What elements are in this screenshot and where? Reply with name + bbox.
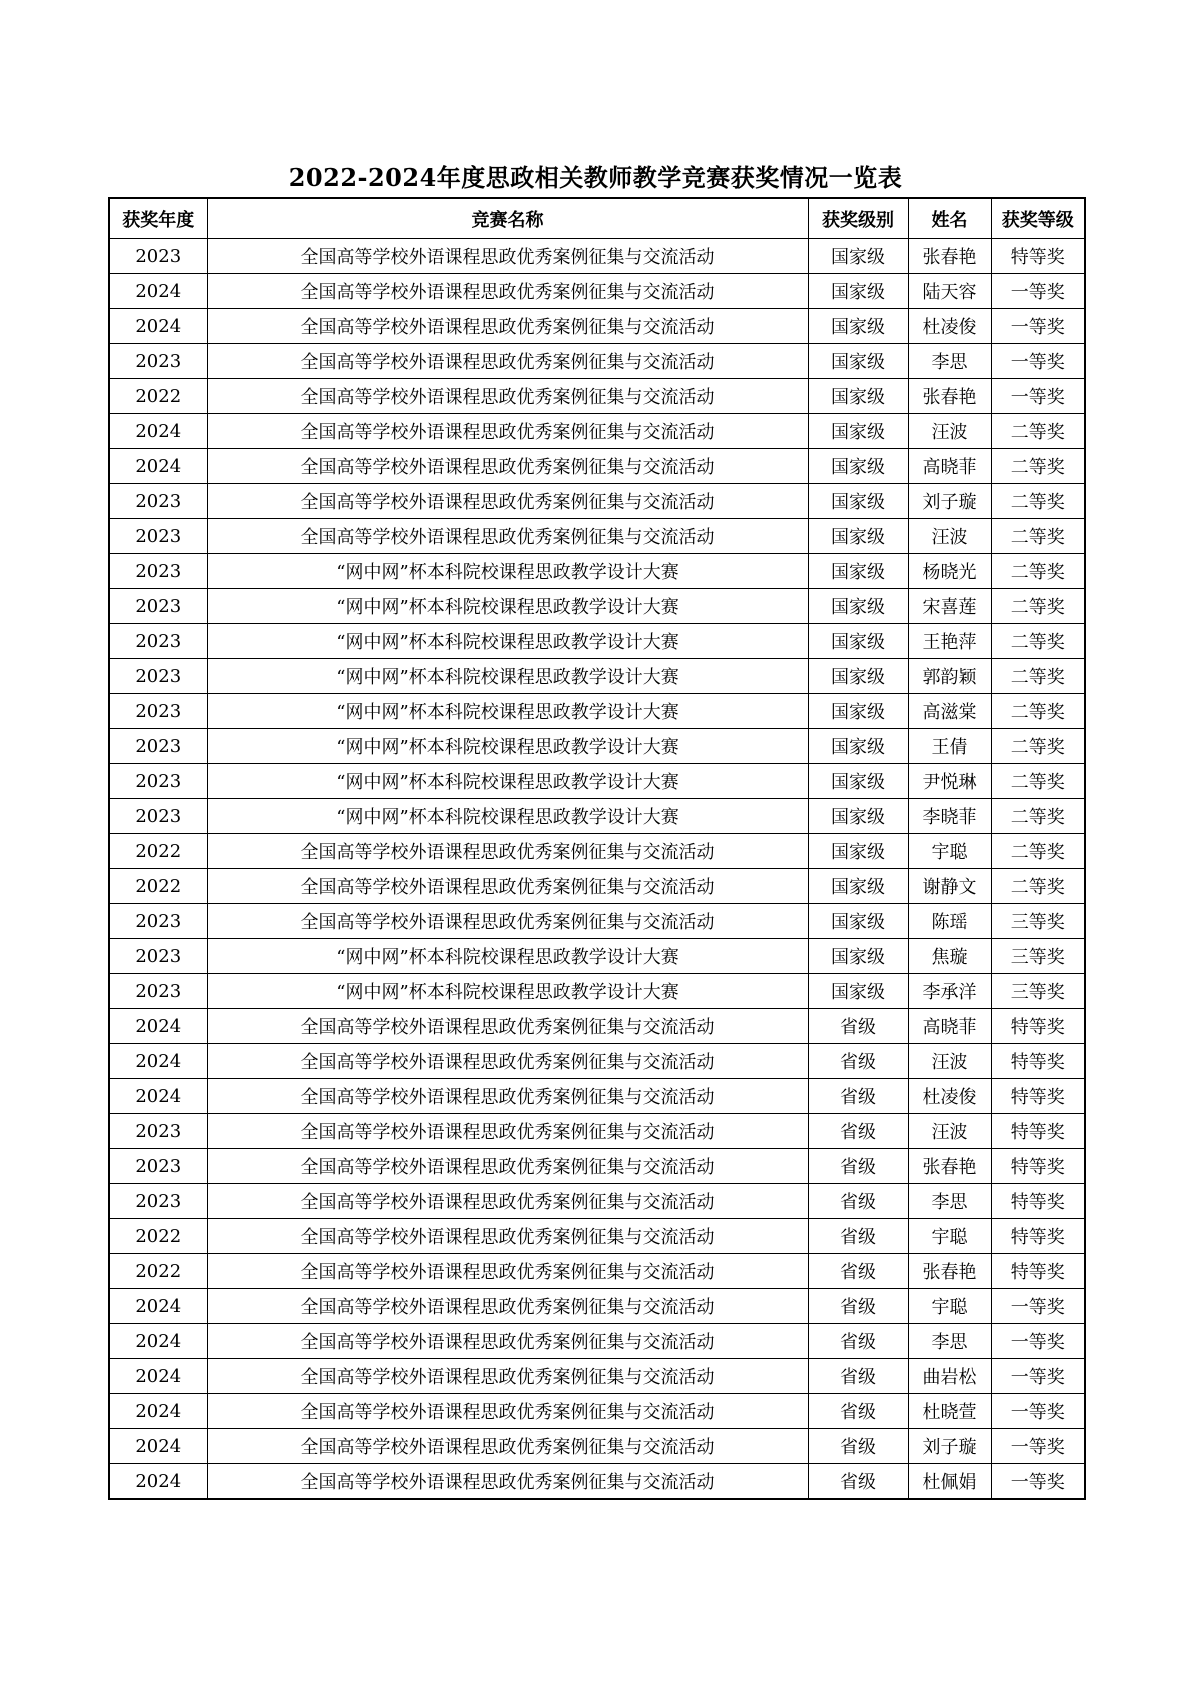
cell-level: 国家级 — [808, 344, 908, 379]
cell-grade: 一等奖 — [991, 1359, 1085, 1394]
cell-level: 国家级 — [808, 764, 908, 799]
cell-name: 宋喜莲 — [908, 589, 991, 624]
table-row — [109, 764, 1085, 799]
cell-grade: 一等奖 — [991, 344, 1085, 379]
table-row — [109, 974, 1085, 1009]
cell-name: 李晓菲 — [908, 799, 991, 834]
cell-year: 2024 — [109, 1289, 207, 1324]
cell-year: 2024 — [109, 414, 207, 449]
cell-competition: “网中网”杯本科院校课程思政教学设计大赛 — [207, 974, 808, 1009]
cell-level: 省级 — [808, 1219, 908, 1254]
cell-level: 国家级 — [808, 274, 908, 309]
cell-level: 省级 — [808, 1079, 908, 1114]
cell-level: 国家级 — [808, 589, 908, 624]
cell-name: 王艳萍 — [908, 624, 991, 659]
cell-year: 2024 — [109, 1324, 207, 1359]
cell-name: 刘子璇 — [908, 1429, 991, 1464]
table-row — [109, 834, 1085, 869]
cell-competition: “网中网”杯本科院校课程思政教学设计大赛 — [207, 799, 808, 834]
cell-name: 曲岩松 — [908, 1359, 991, 1394]
cell-competition: 全国高等学校外语课程思政优秀案例征集与交流活动 — [207, 1394, 808, 1429]
cell-level: 省级 — [808, 1324, 908, 1359]
cell-name: 郭韵颖 — [908, 659, 991, 694]
cell-name: 杜凌俊 — [908, 309, 991, 344]
cell-name: 焦璇 — [908, 939, 991, 974]
cell-competition: 全国高等学校外语课程思政优秀案例征集与交流活动 — [207, 1324, 808, 1359]
cell-name: 汪波 — [908, 1114, 991, 1149]
table-row — [109, 484, 1085, 519]
cell-grade: 二等奖 — [991, 834, 1085, 869]
cell-competition: 全国高等学校外语课程思政优秀案例征集与交流活动 — [207, 1114, 808, 1149]
cell-level: 国家级 — [808, 624, 908, 659]
cell-level: 国家级 — [808, 869, 908, 904]
cell-competition: 全国高等学校外语课程思政优秀案例征集与交流活动 — [207, 1359, 808, 1394]
cell-year: 2023 — [109, 589, 207, 624]
cell-year: 2023 — [109, 799, 207, 834]
cell-competition: 全国高等学校外语课程思政优秀案例征集与交流活动 — [207, 1429, 808, 1464]
cell-competition: 全国高等学校外语课程思政优秀案例征集与交流活动 — [207, 834, 808, 869]
table-header-row — [109, 198, 1085, 239]
cell-year: 2023 — [109, 239, 207, 274]
table-row — [109, 694, 1085, 729]
cell-year: 2024 — [109, 449, 207, 484]
cell-level: 国家级 — [808, 834, 908, 869]
cell-grade: 特等奖 — [991, 239, 1085, 274]
cell-grade: 二等奖 — [991, 764, 1085, 799]
cell-competition: 全国高等学校外语课程思政优秀案例征集与交流活动 — [207, 869, 808, 904]
table-row — [109, 1254, 1085, 1289]
cell-grade: 三等奖 — [991, 974, 1085, 1009]
cell-level: 省级 — [808, 1254, 908, 1289]
cell-competition: 全国高等学校外语课程思政优秀案例征集与交流活动 — [207, 414, 808, 449]
cell-competition: “网中网”杯本科院校课程思政教学设计大赛 — [207, 589, 808, 624]
cell-grade: 特等奖 — [991, 1219, 1085, 1254]
cell-level: 国家级 — [808, 939, 908, 974]
table-row — [109, 274, 1085, 309]
cell-name: 谢静文 — [908, 869, 991, 904]
table-row — [109, 519, 1085, 554]
column-header-grade: 获奖等级 — [991, 198, 1085, 239]
cell-name: 汪波 — [908, 519, 991, 554]
table-row — [109, 414, 1085, 449]
table-row — [109, 1079, 1085, 1114]
cell-level: 省级 — [808, 1149, 908, 1184]
cell-grade: 二等奖 — [991, 519, 1085, 554]
cell-year: 2023 — [109, 554, 207, 589]
cell-level: 省级 — [808, 1114, 908, 1149]
cell-grade: 一等奖 — [991, 1429, 1085, 1464]
cell-level: 省级 — [808, 1359, 908, 1394]
cell-level: 国家级 — [808, 449, 908, 484]
cell-grade: 一等奖 — [991, 379, 1085, 414]
cell-year: 2022 — [109, 1219, 207, 1254]
cell-year: 2023 — [109, 624, 207, 659]
cell-competition: 全国高等学校外语课程思政优秀案例征集与交流活动 — [207, 1254, 808, 1289]
cell-level: 国家级 — [808, 904, 908, 939]
table-row — [109, 1044, 1085, 1079]
cell-level: 省级 — [808, 1044, 908, 1079]
cell-year: 2024 — [109, 1079, 207, 1114]
cell-name: 刘子璇 — [908, 484, 991, 519]
cell-competition: “网中网”杯本科院校课程思政教学设计大赛 — [207, 554, 808, 589]
cell-year: 2024 — [109, 1464, 207, 1500]
cell-competition: “网中网”杯本科院校课程思政教学设计大赛 — [207, 659, 808, 694]
table-row — [109, 799, 1085, 834]
table-row — [109, 1009, 1085, 1044]
cell-grade: 特等奖 — [991, 1044, 1085, 1079]
cell-year: 2023 — [109, 729, 207, 764]
cell-name: 高晓菲 — [908, 449, 991, 484]
cell-level: 省级 — [808, 1464, 908, 1500]
table-body — [109, 239, 1085, 1500]
cell-grade: 二等奖 — [991, 659, 1085, 694]
cell-competition: “网中网”杯本科院校课程思政教学设计大赛 — [207, 729, 808, 764]
table-row — [109, 659, 1085, 694]
cell-level: 国家级 — [808, 799, 908, 834]
cell-competition: 全国高等学校外语课程思政优秀案例征集与交流活动 — [207, 904, 808, 939]
column-header-name: 姓名 — [908, 198, 991, 239]
cell-level: 省级 — [808, 1184, 908, 1219]
table-row — [109, 344, 1085, 379]
table-row — [109, 1149, 1085, 1184]
cell-competition: “网中网”杯本科院校课程思政教学设计大赛 — [207, 694, 808, 729]
cell-grade: 一等奖 — [991, 1464, 1085, 1500]
cell-year: 2024 — [109, 1044, 207, 1079]
cell-competition: 全国高等学校外语课程思政优秀案例征集与交流活动 — [207, 1149, 808, 1184]
cell-competition: 全国高等学校外语课程思政优秀案例征集与交流活动 — [207, 274, 808, 309]
cell-grade: 二等奖 — [991, 694, 1085, 729]
cell-competition: 全国高等学校外语课程思政优秀案例征集与交流活动 — [207, 449, 808, 484]
table-row — [109, 1184, 1085, 1219]
table-row — [109, 1289, 1085, 1324]
cell-level: 国家级 — [808, 239, 908, 274]
cell-level: 国家级 — [808, 519, 908, 554]
table-row — [109, 904, 1085, 939]
cell-name: 高晓菲 — [908, 1009, 991, 1044]
cell-competition: 全国高等学校外语课程思政优秀案例征集与交流活动 — [207, 1009, 808, 1044]
cell-name: 王倩 — [908, 729, 991, 764]
cell-name: 陈瑶 — [908, 904, 991, 939]
cell-year: 2024 — [109, 1429, 207, 1464]
table-row — [109, 589, 1085, 624]
cell-year: 2022 — [109, 834, 207, 869]
cell-year: 2024 — [109, 274, 207, 309]
cell-grade: 特等奖 — [991, 1009, 1085, 1044]
column-header-competition: 竞赛名称 — [207, 198, 808, 239]
table-row — [109, 939, 1085, 974]
cell-grade: 一等奖 — [991, 1289, 1085, 1324]
cell-name: 张春艳 — [908, 239, 991, 274]
cell-name: 杜晓萱 — [908, 1394, 991, 1429]
cell-competition: 全国高等学校外语课程思政优秀案例征集与交流活动 — [207, 484, 808, 519]
cell-name: 杨晓光 — [908, 554, 991, 589]
cell-grade: 二等奖 — [991, 484, 1085, 519]
cell-competition: 全国高等学校外语课程思政优秀案例征集与交流活动 — [207, 379, 808, 414]
cell-level: 省级 — [808, 1009, 908, 1044]
table-row — [109, 869, 1085, 904]
cell-name: 汪波 — [908, 414, 991, 449]
cell-level: 国家级 — [808, 414, 908, 449]
cell-year: 2023 — [109, 659, 207, 694]
cell-name: 宇聪 — [908, 834, 991, 869]
cell-level: 省级 — [808, 1289, 908, 1324]
cell-competition: 全国高等学校外语课程思政优秀案例征集与交流活动 — [207, 1079, 808, 1114]
cell-name: 李思 — [908, 1324, 991, 1359]
cell-year: 2023 — [109, 764, 207, 799]
table-row — [109, 239, 1085, 274]
cell-name: 李思 — [908, 344, 991, 379]
cell-year: 2023 — [109, 1184, 207, 1219]
cell-level: 国家级 — [808, 729, 908, 764]
cell-year: 2023 — [109, 344, 207, 379]
cell-competition: 全国高等学校外语课程思政优秀案例征集与交流活动 — [207, 1044, 808, 1079]
table-row — [109, 449, 1085, 484]
cell-name: 高滋棠 — [908, 694, 991, 729]
cell-level: 国家级 — [808, 379, 908, 414]
table-row — [109, 1464, 1085, 1500]
table-row — [109, 554, 1085, 589]
cell-competition: 全国高等学校外语课程思政优秀案例征集与交流活动 — [207, 239, 808, 274]
column-header-level: 获奖级别 — [808, 198, 908, 239]
cell-name: 张春艳 — [908, 1149, 991, 1184]
cell-year: 2024 — [109, 309, 207, 344]
table-row — [109, 1324, 1085, 1359]
cell-grade: 三等奖 — [991, 939, 1085, 974]
cell-grade: 二等奖 — [991, 554, 1085, 589]
table-row — [109, 1219, 1085, 1254]
cell-competition: 全国高等学校外语课程思政优秀案例征集与交流活动 — [207, 1219, 808, 1254]
cell-level: 省级 — [808, 1394, 908, 1429]
cell-grade: 一等奖 — [991, 274, 1085, 309]
cell-name: 李承洋 — [908, 974, 991, 1009]
table-row — [109, 379, 1085, 414]
cell-grade: 二等奖 — [991, 799, 1085, 834]
table-row — [109, 1359, 1085, 1394]
cell-name: 汪波 — [908, 1044, 991, 1079]
cell-competition: 全国高等学校外语课程思政优秀案例征集与交流活动 — [207, 1184, 808, 1219]
cell-grade: 二等奖 — [991, 589, 1085, 624]
cell-year: 2024 — [109, 1359, 207, 1394]
cell-grade: 特等奖 — [991, 1149, 1085, 1184]
cell-year: 2023 — [109, 1149, 207, 1184]
cell-competition: 全国高等学校外语课程思政优秀案例征集与交流活动 — [207, 344, 808, 379]
cell-year: 2023 — [109, 694, 207, 729]
page-title: 2022-2024年度思政相关教师教学竞赛获奖情况一览表 — [288, 163, 903, 192]
table-row — [109, 624, 1085, 659]
table-row — [109, 309, 1085, 344]
cell-grade: 二等奖 — [991, 729, 1085, 764]
cell-grade: 一等奖 — [991, 309, 1085, 344]
cell-competition: 全国高等学校外语课程思政优秀案例征集与交流活动 — [207, 309, 808, 344]
awards-table — [108, 197, 1086, 1500]
cell-competition: “网中网”杯本科院校课程思政教学设计大赛 — [207, 939, 808, 974]
cell-competition: “网中网”杯本科院校课程思政教学设计大赛 — [207, 764, 808, 799]
cell-year: 2023 — [109, 904, 207, 939]
cell-year: 2024 — [109, 1394, 207, 1429]
cell-level: 国家级 — [808, 484, 908, 519]
cell-name: 宇聪 — [908, 1289, 991, 1324]
cell-name: 杜佩娟 — [908, 1464, 991, 1500]
cell-competition: 全国高等学校外语课程思政优秀案例征集与交流活动 — [207, 1289, 808, 1324]
cell-name: 张春艳 — [908, 379, 991, 414]
cell-level: 国家级 — [808, 659, 908, 694]
table-row — [109, 1114, 1085, 1149]
cell-level: 国家级 — [808, 974, 908, 1009]
cell-grade: 二等奖 — [991, 449, 1085, 484]
cell-year: 2022 — [109, 379, 207, 414]
cell-year: 2022 — [109, 869, 207, 904]
cell-grade: 二等奖 — [991, 624, 1085, 659]
cell-year: 2023 — [109, 484, 207, 519]
cell-level: 国家级 — [808, 309, 908, 344]
cell-grade: 一等奖 — [991, 1394, 1085, 1429]
cell-year: 2022 — [109, 1254, 207, 1289]
cell-year: 2023 — [109, 974, 207, 1009]
cell-year: 2024 — [109, 1009, 207, 1044]
cell-grade: 特等奖 — [991, 1254, 1085, 1289]
cell-name: 李思 — [908, 1184, 991, 1219]
cell-competition: 全国高等学校外语课程思政优秀案例征集与交流活动 — [207, 519, 808, 554]
cell-year: 2023 — [109, 519, 207, 554]
table-row — [109, 1429, 1085, 1464]
table-row — [109, 1394, 1085, 1429]
cell-level: 国家级 — [808, 554, 908, 589]
cell-grade: 特等奖 — [991, 1079, 1085, 1114]
cell-competition: “网中网”杯本科院校课程思政教学设计大赛 — [207, 624, 808, 659]
cell-year: 2023 — [109, 1114, 207, 1149]
cell-level: 国家级 — [808, 694, 908, 729]
cell-grade: 二等奖 — [991, 414, 1085, 449]
cell-year: 2023 — [109, 939, 207, 974]
table-row — [109, 729, 1085, 764]
cell-name: 张春艳 — [908, 1254, 991, 1289]
cell-competition: 全国高等学校外语课程思政优秀案例征集与交流活动 — [207, 1464, 808, 1500]
cell-level: 省级 — [808, 1429, 908, 1464]
cell-grade: 特等奖 — [991, 1184, 1085, 1219]
cell-grade: 三等奖 — [991, 904, 1085, 939]
cell-grade: 特等奖 — [991, 1114, 1085, 1149]
column-header-year: 获奖年度 — [109, 198, 207, 239]
cell-name: 尹悦琳 — [908, 764, 991, 799]
cell-name: 陆天容 — [908, 274, 991, 309]
cell-grade: 一等奖 — [991, 1324, 1085, 1359]
cell-grade: 二等奖 — [991, 869, 1085, 904]
cell-name: 宇聪 — [908, 1219, 991, 1254]
cell-name: 杜凌俊 — [908, 1079, 991, 1114]
